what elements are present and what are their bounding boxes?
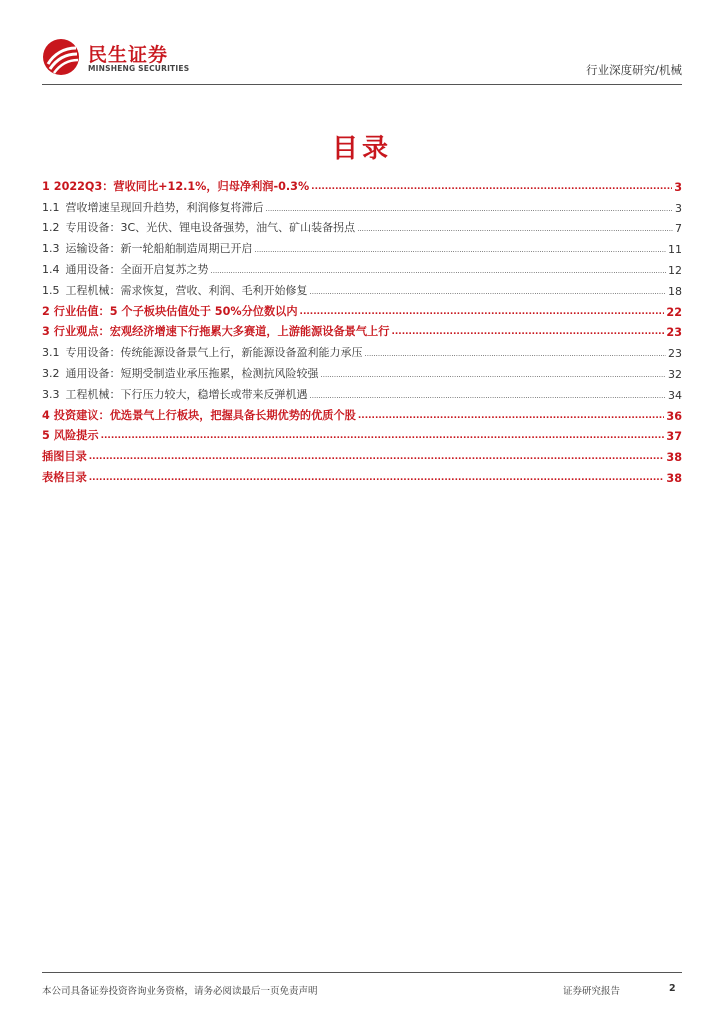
toc-entry-title xyxy=(42,178,309,194)
toc-entry-number: 1.4 xyxy=(42,262,60,276)
logo-chinese-name: 民生证券 xyxy=(88,44,169,66)
toc-dot-leader xyxy=(266,202,674,213)
toc-dot-leader xyxy=(89,450,665,462)
toc-entry-number: 1.1 xyxy=(42,200,60,214)
toc-dot-leader xyxy=(211,264,667,275)
toc-dot-leader xyxy=(365,347,667,358)
toc-entry-page: 32 xyxy=(668,367,682,381)
toc-dot-leader xyxy=(101,429,665,441)
toc-entry[interactable] xyxy=(42,381,682,402)
toc-entry[interactable] xyxy=(42,423,682,444)
toc-dot-leader xyxy=(311,180,672,192)
toc-entry-title xyxy=(42,240,253,256)
toc-entry-title xyxy=(42,219,355,235)
toc-dot-leader xyxy=(89,471,665,483)
toc-entry-title xyxy=(42,261,209,277)
toc-entry-title xyxy=(42,303,298,319)
toc-entry-number: 3.3 xyxy=(42,387,60,401)
footer-disclaimer: 本公司具备证券投资咨询业务资格，请务必阅读最后一页免责声明 xyxy=(42,986,318,997)
toc-entry-number: 3.1 xyxy=(42,346,60,360)
toc-dot-leader xyxy=(310,389,667,400)
toc-entry-page: 7 xyxy=(675,222,682,236)
minsheng-logo-icon xyxy=(42,38,80,76)
toc-entry-text: 2022Q3：营收同比+12.1%，归母净利润-0.3% xyxy=(53,179,310,193)
toc-entry-page: 37 xyxy=(666,430,682,444)
toc-entry-text: 通用设备：短期受制造业承压拖累，检测抗风险较强 xyxy=(65,366,319,380)
toc-entry-page: 11 xyxy=(668,243,682,257)
toc-entry-number: 3 xyxy=(42,325,50,339)
toc-entry-title xyxy=(42,448,87,464)
toc-entry[interactable] xyxy=(42,256,682,277)
toc-entry-title xyxy=(42,386,308,402)
toc-dot-leader xyxy=(310,285,667,296)
toc-entry-title xyxy=(42,282,308,298)
toc-entry-text: 营收增速呈现回升趋势，利润修复将滞后 xyxy=(65,200,264,214)
toc-entry[interactable] xyxy=(42,194,682,215)
toc-entry-page: 3 xyxy=(675,201,682,215)
toc-entry-number: 1.3 xyxy=(42,242,60,256)
toc-entry-page: 3 xyxy=(674,180,682,194)
toc-entry[interactable] xyxy=(42,173,682,194)
footer-doc-type: 证券研究报告 xyxy=(563,986,621,997)
toc-entry-text: 风险提示 xyxy=(53,429,99,443)
toc-dot-leader xyxy=(300,305,665,317)
toc-entry[interactable] xyxy=(42,235,682,256)
toc-dot-leader xyxy=(358,409,665,421)
toc-entry-text: 行业观点：宏观经济增速下行拖累大多赛道，上游能源设备景气上行 xyxy=(53,325,390,339)
page-number: 2 xyxy=(669,983,676,994)
toc-entry-number: 1.5 xyxy=(42,283,60,297)
toc-entry-text: 工程机械：需求恢复，营收、利润、毛利开始修复 xyxy=(65,283,308,297)
logo-english-name: MINSHENG SECURITIES xyxy=(88,64,190,73)
toc-entry[interactable] xyxy=(42,215,682,236)
toc-entry-text: 通用设备：全面开启复苏之势 xyxy=(65,262,209,276)
toc-entry-text: 行业估值：5 个子板块估值处于 50%分位数以内 xyxy=(53,304,298,318)
toc-entry-page: 34 xyxy=(668,388,682,402)
toc-entry-page: 23 xyxy=(668,347,682,361)
company-logo xyxy=(42,38,242,78)
header-divider xyxy=(42,84,682,85)
toc-entry[interactable] xyxy=(42,319,682,340)
toc-entry-number: 2 xyxy=(42,304,50,318)
toc-entry-page: 38 xyxy=(666,451,682,465)
toc-entry-page: 22 xyxy=(666,305,682,319)
toc-entry-text: 专用设备：传统能源设备景气上行，新能源设备盈利能力承压 xyxy=(65,346,363,360)
toc-entry-number: 1.2 xyxy=(42,221,60,235)
toc-entry-page: 18 xyxy=(668,284,682,298)
toc-entry[interactable] xyxy=(42,339,682,360)
toc-entry-text: 专用设备：3C、光伏、锂电设备强势，油气、矿山装备拐点 xyxy=(65,221,356,235)
toc-entry-page: 38 xyxy=(666,471,682,485)
footer-divider xyxy=(42,972,682,973)
toc-entry-number: 1 xyxy=(42,179,50,193)
toc-entry-page: 23 xyxy=(666,326,682,340)
toc-entry[interactable] xyxy=(42,402,682,423)
table-of-contents xyxy=(42,173,682,485)
toc-entry-title xyxy=(42,323,389,339)
toc-entry-text: 表格目录 xyxy=(42,470,87,484)
toc-entry[interactable] xyxy=(42,277,682,298)
toc-entry-text: 投资建议：优选景气上行板块，把握具备长期优势的优质个股 xyxy=(53,408,356,422)
report-category: 行业深度研究/机械 xyxy=(586,63,682,77)
toc-entry-number: 4 xyxy=(42,408,50,422)
toc-entry[interactable] xyxy=(42,443,682,464)
toc-entry-title xyxy=(42,407,356,423)
toc-entry-title xyxy=(42,199,264,215)
toc-entry[interactable] xyxy=(42,360,682,381)
toc-dot-leader xyxy=(321,368,667,379)
toc-entry-page: 36 xyxy=(666,409,682,423)
toc-entry-text: 插图目录 xyxy=(42,450,87,464)
toc-entry[interactable] xyxy=(42,464,682,485)
toc-entry-title xyxy=(42,365,319,381)
toc-entry-text: 运输设备：新一轮船舶制造周期已开启 xyxy=(65,242,253,256)
toc-entry-page: 12 xyxy=(668,263,682,277)
toc-entry-text: 工程机械：下行压力较大，稳增长或带来反弹机遇 xyxy=(65,387,308,401)
toc-dot-leader xyxy=(255,243,667,254)
toc-entry-title xyxy=(42,427,99,443)
toc-entry-title xyxy=(42,469,87,485)
toc-dot-leader xyxy=(391,325,664,337)
toc-entry-title xyxy=(42,344,363,360)
toc-dot-leader xyxy=(357,222,673,233)
toc-entry-number: 3.2 xyxy=(42,366,60,380)
page-header xyxy=(42,38,682,84)
toc-entry[interactable] xyxy=(42,298,682,319)
toc-title: 目录 xyxy=(331,134,392,164)
toc-entry-number: 5 xyxy=(42,429,50,443)
